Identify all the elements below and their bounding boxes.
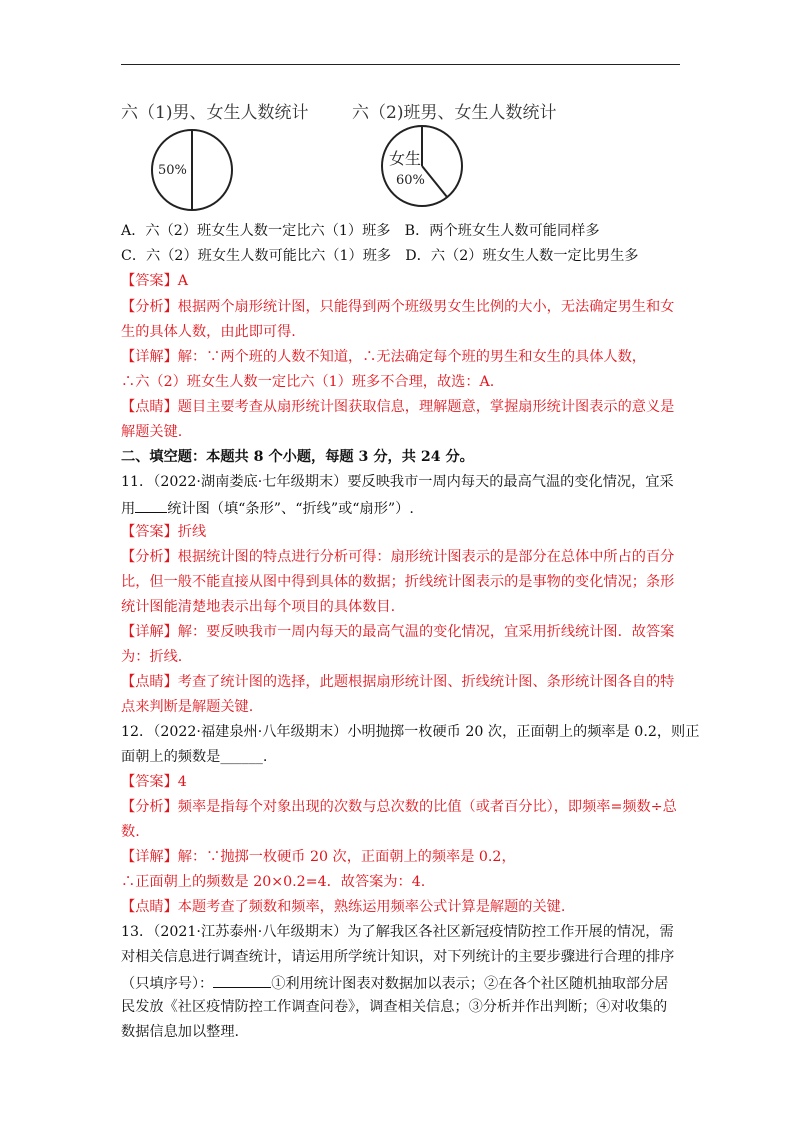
q11-stem-suffix: 统计图（填“条形”、“折线”或“扇形”）.	[167, 501, 414, 517]
q12-analysis-line1: 【分析】频率是指每个对象出现的次数与总次数的比值（或者百分比），即频率=频数÷总	[121, 799, 677, 815]
q11-comment-line1: 【点睛】考查了统计图的选择，此题根据扇形统计图、折线统计图、条形统计图各自的特	[121, 674, 675, 690]
section-heading: 二、填空题：本题共 8 个小题，每题 3 分，共 24 分。	[121, 449, 474, 465]
q11-answer-blank	[135, 498, 167, 513]
q13-stem-line5: 数据信息加以整理.	[121, 1024, 240, 1040]
q10-comment-line1: 【点睛】题目主要考查从扇形统计图获取信息，理解题意，掌握扇形统计图表示的意义是	[121, 399, 675, 415]
q13-stem-prefix: （只填序号）：	[121, 976, 214, 992]
q13-answer-blank	[213, 973, 271, 988]
q11-stem-line2	[121, 498, 414, 518]
q12-stem-line2: 面朝上的频数是______.	[121, 749, 268, 765]
header-rule	[121, 64, 680, 65]
q10-detail-line1: 【详解】解：∵两个班的人数不知道，∴无法确定每个班的男生和女生的具体人数，	[121, 349, 646, 365]
q12-detail-line1: 【详解】解：∵抛掷一枚硬币 20 次，正面朝上的频率是 0.2，	[121, 849, 516, 865]
q13-stem-line1: 13．（2021·江苏泰州·八年级期末）为了解我区各社区新冠疫情防控工作开展的情况，需	[121, 924, 674, 940]
q13-stem-suffix: ①利用统计图表对数据加以表示；②在各个社区随机抽取部分居	[271, 976, 669, 992]
pie-right-label-bottom: 60%	[396, 173, 425, 188]
pie-chart-left	[149, 128, 235, 212]
q11-detail-line2: 为：折线.	[121, 649, 183, 665]
q10-analysis-line2: 生的具体人数，由此即可得.	[121, 324, 296, 340]
q10-options-ab: A．六（2）班女生人数一定比六（1）班多 B．两个班女生人数可能同样多	[121, 223, 600, 239]
q12-answer: 【答案】4	[121, 774, 187, 790]
q12-comment-line1: 【点睛】本题考查了频数和频率，熟练运用频率公式计算是解题的关键.	[121, 899, 566, 915]
q11-answer: 【答案】折线	[121, 524, 207, 540]
pie-right-label-top: 女生	[389, 149, 422, 168]
q12-stem-line1: 12．（2022·福建泉州·八年级期末）小明抛掷一枚硬币 20 次，正面朝上的频率是 0.2，则正	[121, 724, 700, 740]
q10-options-cd: C．六（2）班女生人数可能比六（1）班多 D．六（2）班女生人数一定比男生多	[121, 248, 639, 264]
q13-stem-line2: 对相关信息进行调查统计，请运用所学统计知识，对下列统计的主要步骤进行合理的排序	[121, 949, 675, 965]
q11-analysis-line3: 统计图能清楚地表示出每个项目的具体数目.	[121, 599, 396, 615]
q11-stem-line1: 11．（2022·湖南娄底·七年级期末）要反映我市一周内每天的最高气温的变化情况，宜采	[121, 474, 674, 490]
q10-comment-line2: 解题关键.	[121, 424, 183, 440]
q11-comment-line2: 点来判断是解题关键.	[121, 699, 254, 715]
figure-right-title: 六（2)班男、女生人数统计	[352, 103, 557, 123]
q12-analysis-line2: 数.	[121, 824, 140, 840]
q13-stem-line4: 民发放《社区疫情防控工作调查问卷》，调查相关信息；③分析并作出判断；④对收集的	[121, 999, 668, 1015]
pie-chart-right	[379, 124, 465, 208]
q13-stem-line3	[121, 973, 668, 993]
q10-analysis-line1: 【分析】根据两个扇形统计图，只能得到两个班级男女生比例的大小，无法确定男生和女	[121, 299, 675, 315]
q11-detail-line1: 【详解】解：要反映我市一周内每天的最高气温的变化情况，宜采用折线统计图．故答案	[121, 624, 675, 640]
q10-detail-line2: ∴六（2）班女生人数一定比六（1）班多不合理，故选：A.	[121, 374, 495, 390]
q11-analysis-line1: 【分析】根据统计图的特点进行分析可得：扇形统计图表示的是部分在总体中所占的百分	[121, 549, 675, 565]
q12-detail-line2: ∴正面朝上的频数是 20×0.2=4．故答案为：4.	[121, 874, 426, 890]
figure-left-title: 六（1)男、女生人数统计	[121, 103, 309, 123]
q11-analysis-line2: 比，但一般不能直接从图中得到具体的数据；折线统计图表示的是事物的变化情况；条形	[121, 574, 675, 590]
q10-answer: 【答案】A	[121, 273, 188, 289]
q11-stem-prefix: 用	[121, 501, 136, 517]
pie-left-label: 50%	[158, 163, 187, 178]
